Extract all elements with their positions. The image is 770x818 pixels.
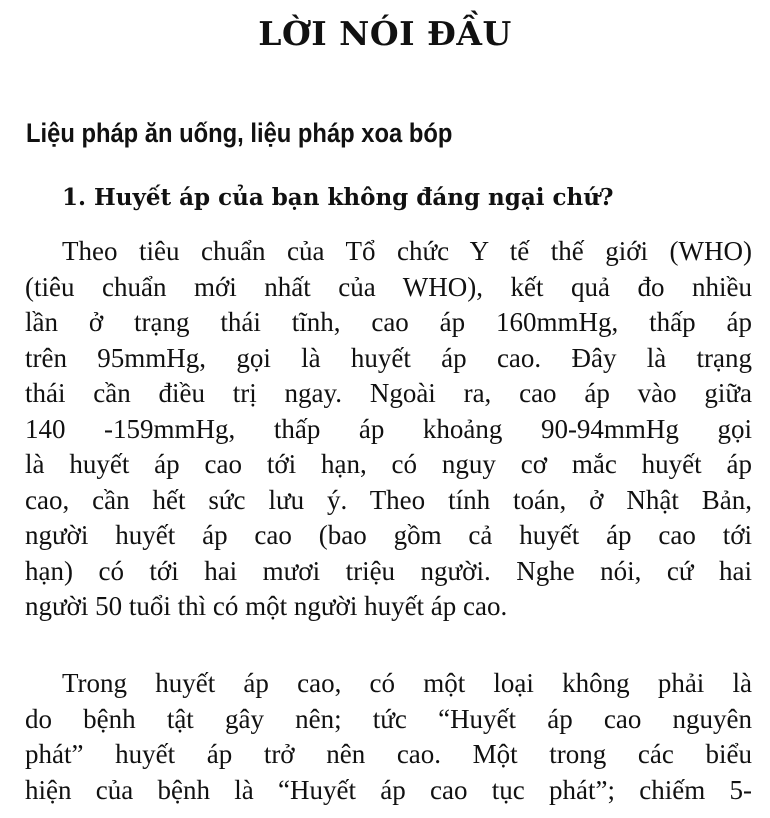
paragraph-2 — [25, 666, 752, 808]
paragraph-line: trên 95mmHg, gọi là huyết áp cao. Đây là trạng — [25, 342, 752, 373]
paragraph-line: người 50 tuổi thì có một người huyết áp cao. — [25, 591, 508, 621]
paragraph-line: do bệnh tật gây nên; tức “Huyết áp cao nguyên — [25, 703, 752, 734]
paragraph-line: thái cần điều trị ngay. Ngoài ra, cao áp vào giữa — [25, 378, 752, 408]
paragraph-line: Trong huyết áp cao, có một loại không phải là — [62, 668, 752, 698]
paragraph-line: người huyết áp cao (bao gồm cả huyết áp cao tới — [25, 520, 752, 550]
paragraph-line: cao, cần hết sức lưu ý. Theo tính toán, ở Nhật Bản, — [25, 484, 752, 515]
paragraph-line: hạn) có tới hai mươi triệu người. Nghe nói, cứ hai — [25, 555, 752, 586]
section-heading: Liệu pháp ăn uống, liệu pháp xoa bóp — [26, 118, 453, 148]
paragraph-line: phát” huyết áp trở nên cao. Một trong các biểu — [25, 739, 752, 769]
paragraph-line: là huyết áp cao tới hạn, có nguy cơ mắc huyết áp — [25, 449, 752, 479]
paragraph-line: lần ở trạng thái tĩnh, cao áp 160mmHg, thấp áp — [25, 307, 752, 337]
page-title: LỜI NÓI ĐẦU — [258, 14, 512, 53]
paragraph-1 — [25, 234, 752, 625]
paragraph-line: hiện của bệnh là “Huyết áp cao tục phát”; chiếm 5- — [25, 774, 752, 805]
paragraph-line: 140 -159mmHg, thấp áp khoảng 90-94mmHg gọi — [25, 413, 752, 444]
paragraph-line: (tiêu chuẩn mới nhất của WHO), kết quả đo nhiều — [25, 271, 752, 302]
subheading: 1. Huyết áp của bạn không đáng ngại chứ? — [62, 184, 614, 211]
paragraph-line: Theo tiêu chuẩn của Tổ chức Y tế thế giới (WHO) — [62, 236, 752, 266]
